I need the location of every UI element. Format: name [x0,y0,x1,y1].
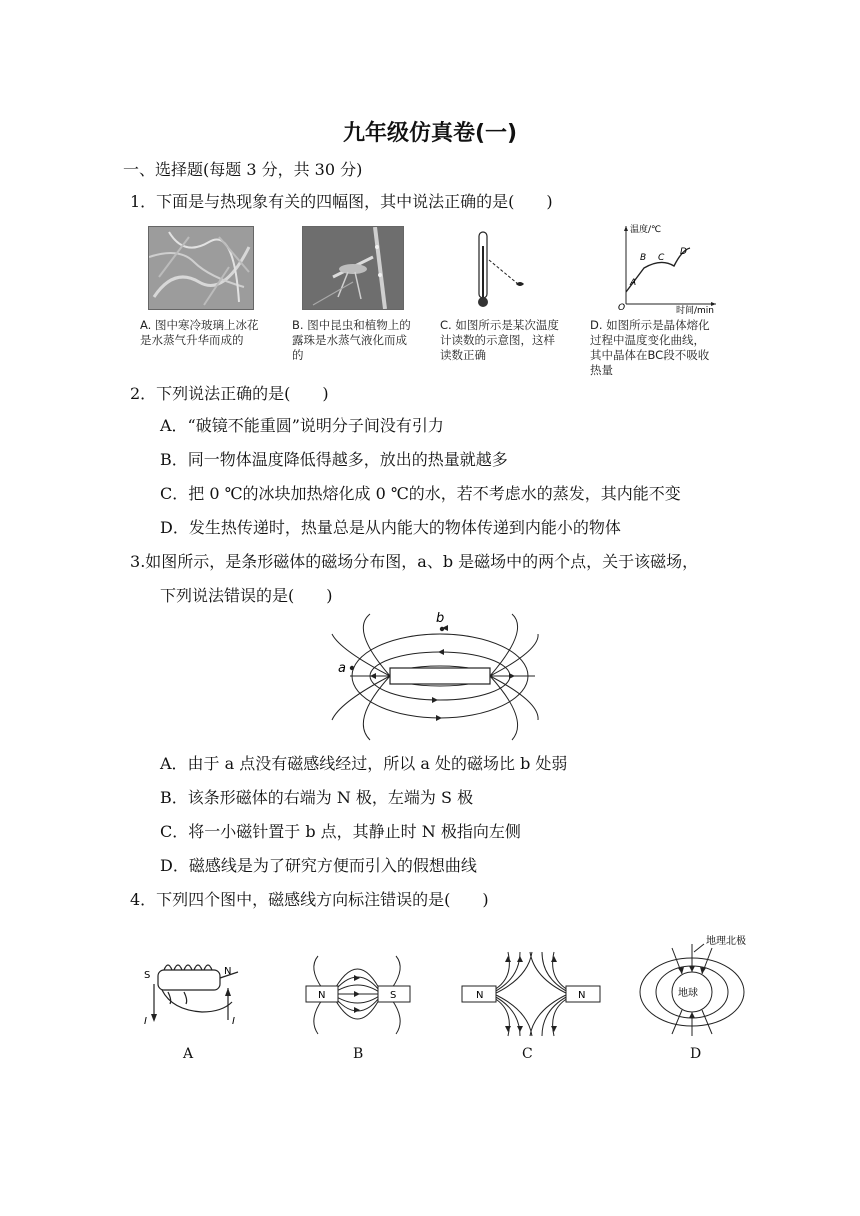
thermometer-icon [470,226,540,310]
graph-point-b: B [640,253,647,263]
fig-d-label: D [690,1046,702,1062]
question-4-stem: 4．下列四个图中，磁感线方向标注错误的是( ) [130,890,489,909]
fig-b-right-pole: S [390,990,397,1001]
section-heading: 一、选择题(每题 3 分，共 30 分) [123,160,363,179]
bar-magnet-field-figure [330,610,540,744]
fig-a-s-label: S [144,970,151,981]
insect-photo [302,226,404,310]
fig-b-label: B [353,1046,364,1062]
q2-option-d: D．发生热传递时，热量总是从内能大的物体传递到内能小的物体 [160,518,621,537]
earth-magnetic-field-figure [632,930,762,1040]
question-2-stem: 2．下列说法正确的是( ) [130,384,329,403]
graph-xlabel: 时间/min [676,306,715,314]
q3-option-a: A．由于 a 点没有磁感线经过，所以 a 处的磁场比 b 处弱 [160,754,568,773]
graph-point-c: C [658,253,665,263]
melting-curve-graph [616,222,720,314]
graph-point-d: D [680,247,687,257]
earth-label: 地球 [678,988,698,999]
fig-a-label: A [183,1046,194,1062]
north-pole-label: 地理北极 [706,936,746,947]
point-a-label: a [338,661,346,676]
point-b-label: b [436,611,445,626]
graph-ylabel: 温度/℃ [630,225,662,235]
graph-point-a: A [630,278,637,288]
fig-a-n-label: N [224,966,232,977]
q3-option-b: B．该条形磁体的右端为 N 极，左端为 S 极 [160,788,474,807]
q2-option-c: C．把 0 ℃的冰块加热熔化成 0 ℃的水，若不考虑水的蒸发，其内能不变 [160,484,681,503]
caption-a: A. 图中寒冷玻璃上冰花是水蒸气升华而成的 [140,318,259,347]
q2-option-a: A．“破镜不能重圆”说明分子间没有引力 [160,416,444,435]
q3-option-c: C．将一小磁针置于 b 点，其静止时 N 极指向左侧 [160,822,521,841]
caption-c: C. 如图所示是某次温度计读数的示意图，这样读数正确 [440,318,559,362]
q2-option-b: B．同一物体温度降低得越多，放出的热量就越多 [160,450,508,469]
fig-a-current-right: I [232,1016,235,1027]
fig-c-left-pole: N [476,990,484,1001]
frost-photo [148,226,254,310]
question-1-stem: 1．下面是与热现象有关的四幅图，其中说法正确的是( ) [130,192,553,211]
q3-option-d: D．磁感线是为了研究方便而引入的假想曲线 [160,856,477,875]
question-3-stem-line1: 3.如图所示，是条形磁体的磁场分布图，a、b 是磁场中的两个点，关于该磁场， [130,552,699,571]
question-3-number: 3 [130,552,141,571]
caption-d: D. 如图所示是晶体熔化过程中温度变化曲线，其中晶体在BC段不吸收热量 [590,318,710,377]
solenoid-hand-figure [140,948,252,1040]
fig-c-label: C [522,1046,533,1062]
graph-origin: O [618,303,626,313]
caption-b: B. 图中昆虫和植物上的露珠是水蒸气液化而成的 [292,318,411,362]
fig-a-current-left: I [144,1016,147,1027]
fig-b-left-pole: N [318,990,326,1001]
fig-c-right-pole: N [578,990,586,1001]
page-title: 九年级仿真卷(一) [342,121,518,146]
question-3-stem-line2: 下列说法错误的是( ) [160,586,333,605]
insect-dew-icon [303,227,403,309]
north-north-magnets-figure [458,948,604,1040]
north-south-magnets-figure [302,948,414,1040]
frost-pattern-icon [149,227,253,309]
